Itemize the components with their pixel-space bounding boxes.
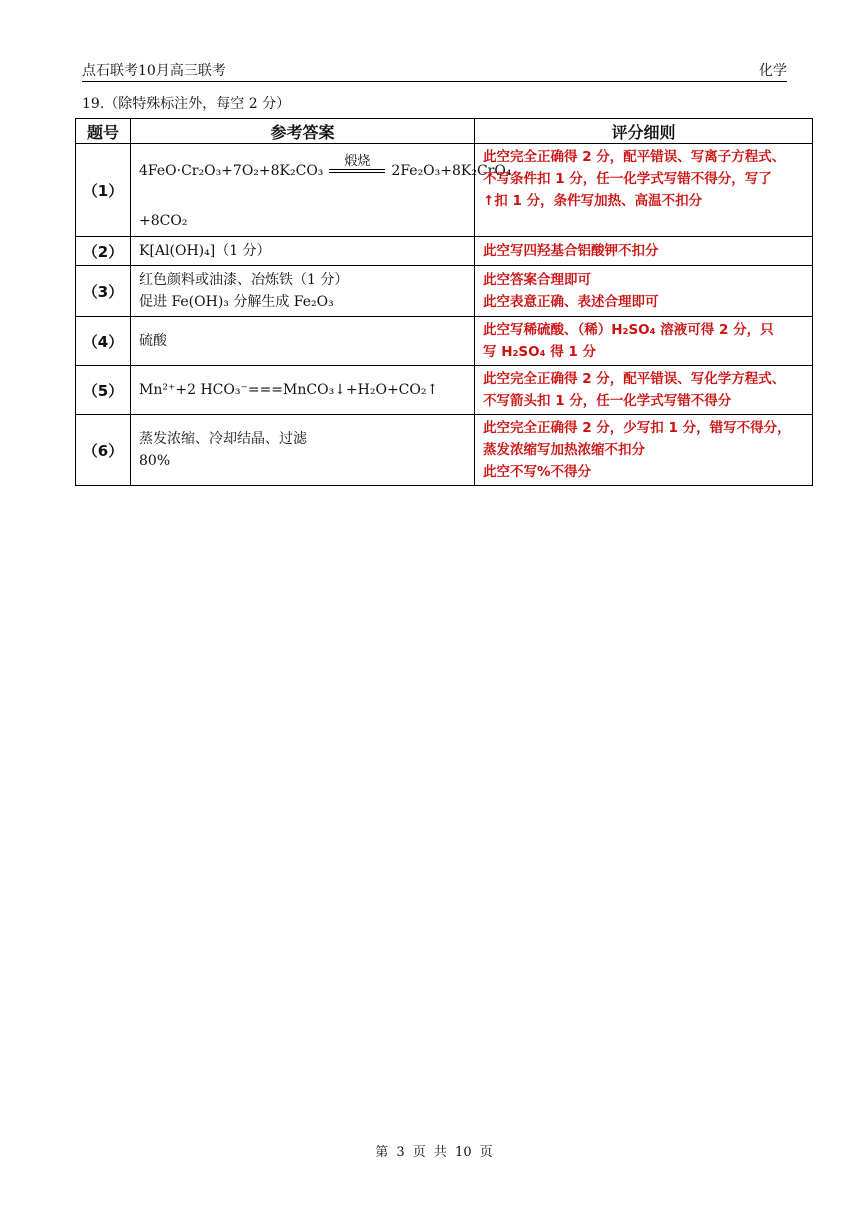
answer-cell xyxy=(131,237,475,266)
answer-line: 80% xyxy=(139,453,171,469)
scoring-table xyxy=(75,118,813,486)
answer-cell xyxy=(131,317,475,366)
answer-line: 促进 Fe(OH)₃ 分解生成 Fe₂O₃ xyxy=(139,294,334,310)
rule-line: 此空表意正确、表述合理即可 xyxy=(483,294,659,310)
rule-line: 此空完全正确得 2 分，配平错误、写离子方程式、 xyxy=(483,149,786,165)
rule-cell xyxy=(475,366,813,415)
rule-cell xyxy=(475,415,813,486)
exam-title: 点石联考10月高三联考 xyxy=(82,63,226,79)
reaction-condition xyxy=(329,154,385,188)
condition-label: 煅烧 xyxy=(344,154,371,169)
rule-line: 此空写四羟基合铝酸钾不扣分 xyxy=(483,243,659,259)
answer-line: 红色颜料或油漆、冶炼铁（1 分） xyxy=(139,272,349,288)
rule-line: 此空不写%不得分 xyxy=(483,464,592,480)
table-row xyxy=(76,317,813,366)
row-number: （1） xyxy=(76,144,131,237)
table-row xyxy=(76,144,813,237)
subject-label: 化学 xyxy=(759,63,787,79)
equation-tail: +8CO₂ xyxy=(139,213,188,229)
row-number: （6） xyxy=(76,415,131,486)
table-row xyxy=(76,366,813,415)
equation-products: 2Fe₂O₃+8K₂CrO₄ xyxy=(391,163,512,179)
rule-cell xyxy=(475,317,813,366)
rule-cell xyxy=(475,266,813,317)
header-rule: 评分细则 xyxy=(475,119,813,144)
table-row xyxy=(76,415,813,486)
row-number: （4） xyxy=(76,317,131,366)
rule-line: 不写箭头扣 1 分，任一化学式写错不得分 xyxy=(483,393,732,409)
rule-line: 写 H₂SO₄ 得 1 分 xyxy=(483,344,597,360)
rule-cell xyxy=(475,237,813,266)
rule-line: 蒸发浓缩写加热浓缩不扣分 xyxy=(483,442,645,458)
rule-line: 不写条件扣 1 分，任一化学式写错不得分，写了 xyxy=(483,171,772,187)
rule-line: 此空完全正确得 2 分，配平错误、写化学方程式、 xyxy=(483,371,786,387)
rule-cell xyxy=(475,144,813,237)
question-intro: 19.（除特殊标注外，每空 2 分） xyxy=(82,96,291,112)
page-footer: 第 3 页 共 10 页 xyxy=(375,1145,493,1160)
answer-line: Mn²⁺+2 HCO₃⁻===MnCO₃↓+H₂O+CO₂↑ xyxy=(139,382,439,398)
table-header-row xyxy=(76,119,813,144)
rule-line: 此空写稀硫酸、（稀）H₂SO₄ 溶液可得 2 分，只 xyxy=(483,322,774,338)
row-number: （3） xyxy=(76,266,131,317)
answer-cell xyxy=(131,266,475,317)
answer-cell xyxy=(131,366,475,415)
table-row xyxy=(76,237,813,266)
answer-cell xyxy=(131,415,475,486)
equation-reactants: 4FeO·Cr₂O₃+7O₂+8K₂CO₃ xyxy=(139,163,324,179)
equation xyxy=(139,154,512,188)
rule-line: 此空答案合理即可 xyxy=(483,272,591,288)
table-row xyxy=(76,266,813,317)
header-answer: 参考答案 xyxy=(131,119,475,144)
header-number: 题号 xyxy=(76,119,131,144)
answer-line: 硫酸 xyxy=(139,333,167,349)
row-number: （2） xyxy=(76,237,131,266)
rule-line: 此空完全正确得 2 分，少写扣 1 分，错写不得分， xyxy=(483,420,791,436)
page-header xyxy=(82,62,787,82)
answer-line: K[Al(OH)₄]（1 分） xyxy=(139,243,271,259)
answer-cell xyxy=(131,144,512,237)
row-number: （5） xyxy=(76,366,131,415)
answer-line: 蒸发浓缩、冷却结晶、过滤 xyxy=(139,431,307,447)
rule-line: ↑扣 1 分，条件写加热、高温不扣分 xyxy=(483,193,703,209)
